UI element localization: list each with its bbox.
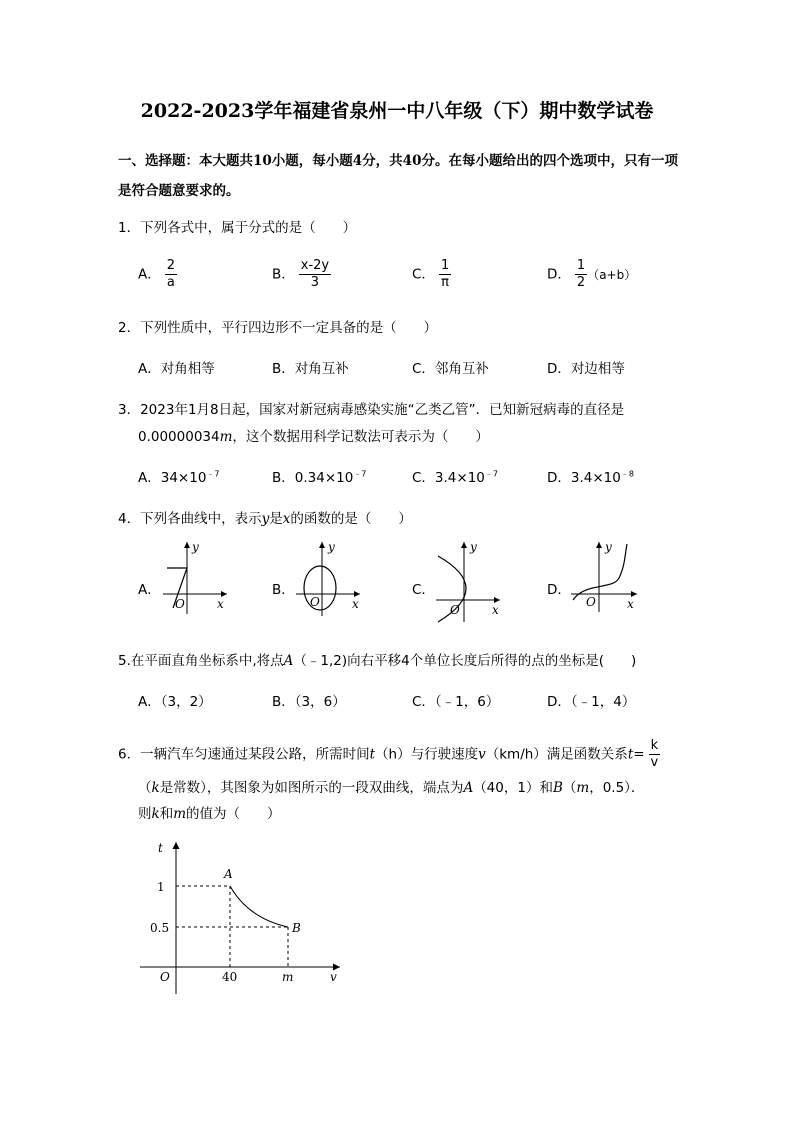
option-label: C． bbox=[412, 266, 435, 283]
option-label: B． bbox=[272, 266, 295, 283]
q4-option-a-label[interactable]: A． bbox=[138, 582, 161, 598]
point-b-label: B bbox=[292, 921, 301, 935]
hyperbola-curve bbox=[230, 886, 288, 927]
point-a-label: A bbox=[224, 867, 233, 881]
q2-option-c[interactable]: C．邻角互补 bbox=[412, 361, 489, 377]
axis-x-label: x bbox=[217, 597, 224, 611]
q6-stem-line1: 6．一辆汽车匀速通过某段公路，所需时间t（h）与行驶速度v（km/h）满足函数关系t= $\frac{k}{v}$ bbox=[118, 738, 659, 770]
q6-graph bbox=[140, 836, 360, 1001]
fraction: $\frac{1}{\pi}$ bbox=[440, 258, 450, 290]
q4-graph-d bbox=[565, 538, 645, 618]
origin-label: O bbox=[450, 603, 460, 617]
q4-option-b-label[interactable]: B． bbox=[272, 582, 295, 598]
origin-label: O bbox=[175, 597, 185, 611]
q5-option-d[interactable]: D．（﹣1，4） bbox=[547, 694, 636, 710]
q4-option-c-label[interactable]: C． bbox=[412, 582, 435, 598]
q3-option-d[interactable]: D．$3.4\times 10^{﹣8}$ bbox=[547, 469, 634, 486]
q1-stem: 1．下列各式中，属于分式的是（ ） bbox=[118, 220, 357, 236]
q5-stem: 5.在平面直角坐标系中,将点A（﹣1,2)向右平移4个单位长度后所得的点的坐标是( ) bbox=[118, 653, 637, 669]
q5-option-c[interactable]: C．（﹣1，6） bbox=[412, 694, 500, 710]
axis-x-label: x bbox=[627, 597, 634, 611]
q3-option-a[interactable]: A．$34\times 10^{﹣7}$ bbox=[138, 469, 220, 486]
q4-graph-c bbox=[428, 538, 508, 628]
fraction: $\frac{x-2y}{3}$ bbox=[300, 258, 330, 290]
section-heading: 一、选择题：本大题共10小题，每小题4分，共40分。在每小题给出的四个选项中，只有一项是符合题意要求的。 bbox=[118, 153, 678, 199]
q3-stem-line1: 3．2023年1月8日起，国家对新冠病毒感染实施“乙类乙管”．已知新冠病毒的直径是 bbox=[118, 402, 625, 418]
q1-option-b[interactable] bbox=[272, 258, 331, 291]
tick-m: m bbox=[282, 970, 294, 984]
q3-option-b[interactable]: B．$0.34\times 10^{﹣7}$ bbox=[272, 469, 367, 486]
axis-y-label: y bbox=[605, 540, 612, 554]
fraction: $\frac{1}{2}$ bbox=[576, 258, 586, 290]
q4-graph-a bbox=[155, 538, 235, 618]
q1-option-c[interactable] bbox=[412, 258, 451, 291]
q4-stem: 4．下列各曲线中，表示y是x的函数的是（ ） bbox=[118, 511, 412, 527]
axis-x-label: x bbox=[352, 597, 359, 611]
q5-option-a[interactable]: A．（3，2） bbox=[138, 694, 212, 710]
origin-label: O bbox=[160, 970, 170, 984]
v-axis-label: v bbox=[330, 970, 337, 984]
origin-label: O bbox=[586, 595, 596, 609]
q6-stem-line3: 则k和m的值为（ ） bbox=[138, 806, 281, 822]
q1-option-a[interactable] bbox=[138, 258, 177, 291]
curve bbox=[304, 566, 336, 610]
origin-label: O bbox=[310, 595, 320, 609]
q1-option-d[interactable]: D． $\frac{1}{2}$ （a+b） bbox=[547, 258, 637, 290]
fraction: $\frac{2}{a}$ bbox=[166, 258, 176, 290]
q2-option-d[interactable]: D．对边相等 bbox=[547, 361, 625, 377]
axis-x-label: x bbox=[492, 603, 499, 617]
q6-stem-line2: （k是常数），其图象为如图所示的一段双曲线，端点为A（40，1）和B（m，0.5）． bbox=[138, 780, 645, 796]
option-label: A． bbox=[138, 266, 161, 283]
q5-option-b[interactable]: B．（3，6） bbox=[272, 694, 346, 710]
q3-stem-line2: 0.00000034m，这个数据用科学记数法可表示为（ ） bbox=[138, 429, 489, 445]
tick-1: 1 bbox=[157, 880, 165, 894]
q4-option-d-label[interactable]: D． bbox=[547, 582, 571, 598]
t-axis-label: t bbox=[158, 841, 163, 855]
axis-y-label: y bbox=[470, 540, 477, 554]
q2-option-a[interactable]: A．对角相等 bbox=[138, 361, 215, 377]
page-title: 2022-2023学年福建省泉州一中八年级（下）期中数学试卷 bbox=[140, 100, 654, 122]
q2-stem: 2．下列性质中，平行四边形不一定具备的是（ ） bbox=[118, 320, 438, 336]
axis-y-label: y bbox=[192, 540, 199, 554]
option-label: D． bbox=[547, 266, 571, 283]
fraction: $\frac{k}{v}$ bbox=[650, 738, 659, 770]
tick-40: 40 bbox=[222, 970, 238, 984]
q2-option-b[interactable]: B．对角互补 bbox=[272, 361, 349, 377]
q3-option-c[interactable]: C．$3.4\times 10^{﹣7}$ bbox=[412, 469, 498, 486]
curve bbox=[573, 544, 627, 600]
axis-y-label: y bbox=[328, 540, 335, 554]
tick-0-5: 0.5 bbox=[150, 921, 170, 935]
q4-graph-b bbox=[290, 538, 370, 618]
